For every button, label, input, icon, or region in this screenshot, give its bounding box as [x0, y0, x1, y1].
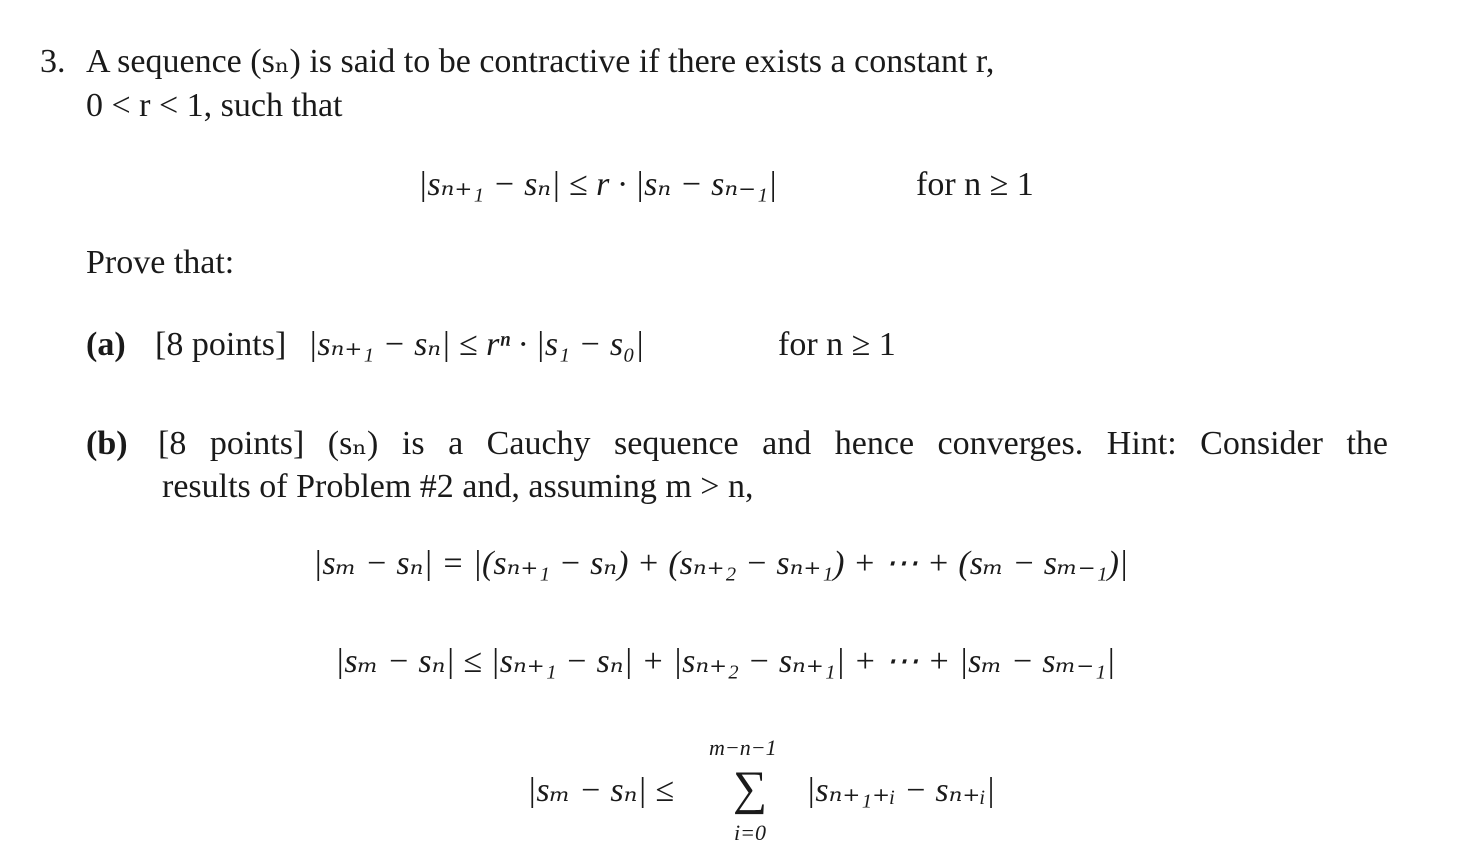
prove-that-label: Prove that: [86, 244, 235, 281]
sum-sigma-symbol: ∑ [733, 762, 768, 815]
part-b-equation-3-rhs: |sₙ₊₁₊ᵢ − sₙ₊ᵢ| [806, 772, 996, 809]
part-b-equation-2: |sₘ − sₙ| ≤ |sₙ₊₁ − sₙ| + |sₙ₊₂ − sₙ₊₁| + ⋯ + |sₘ − sₘ₋₁| [335, 643, 1116, 680]
intro-line-1: A sequence (sₙ) is said to be contractive if there exists a constant r, [86, 43, 995, 80]
contractive-inequality: |sₙ₊₁ − sₙ| ≤ r · |sₙ − sₙ₋₁| [418, 166, 778, 203]
part-b-line-1: [8 points] (sₙ) is a Cauchy sequence and hence converges. Hint: Consider the [158, 425, 1388, 462]
sum-upper-limit: m−n−1 [709, 735, 777, 760]
part-a-inequality: |sₙ₊₁ − sₙ| ≤ rⁿ · |s₁ − s₀| [308, 326, 645, 363]
intro-line-2: 0 < r < 1, such that [86, 87, 343, 124]
part-a-points: [8 points] [155, 326, 287, 363]
part-b-line-2: results of Problem #2 and, assuming m > n, [162, 468, 754, 505]
part-a-label: (a) [86, 326, 126, 363]
part-b-equation-3-lhs: |sₘ − sₙ| ≤ [527, 772, 674, 809]
part-a-condition: for n ≥ 1 [778, 326, 896, 363]
contractive-condition: for n ≥ 1 [916, 166, 1034, 203]
part-b-label: (b) [86, 425, 128, 462]
part-b-equation-1: |sₘ − sₙ| = |(sₙ₊₁ − sₙ) + (sₙ₊₂ − sₙ₊₁) + ⋯ + (sₘ − sₘ₋₁)| [313, 545, 1129, 582]
problem-number: 3. [40, 43, 66, 80]
sum-lower-limit: i=0 [734, 820, 766, 845]
